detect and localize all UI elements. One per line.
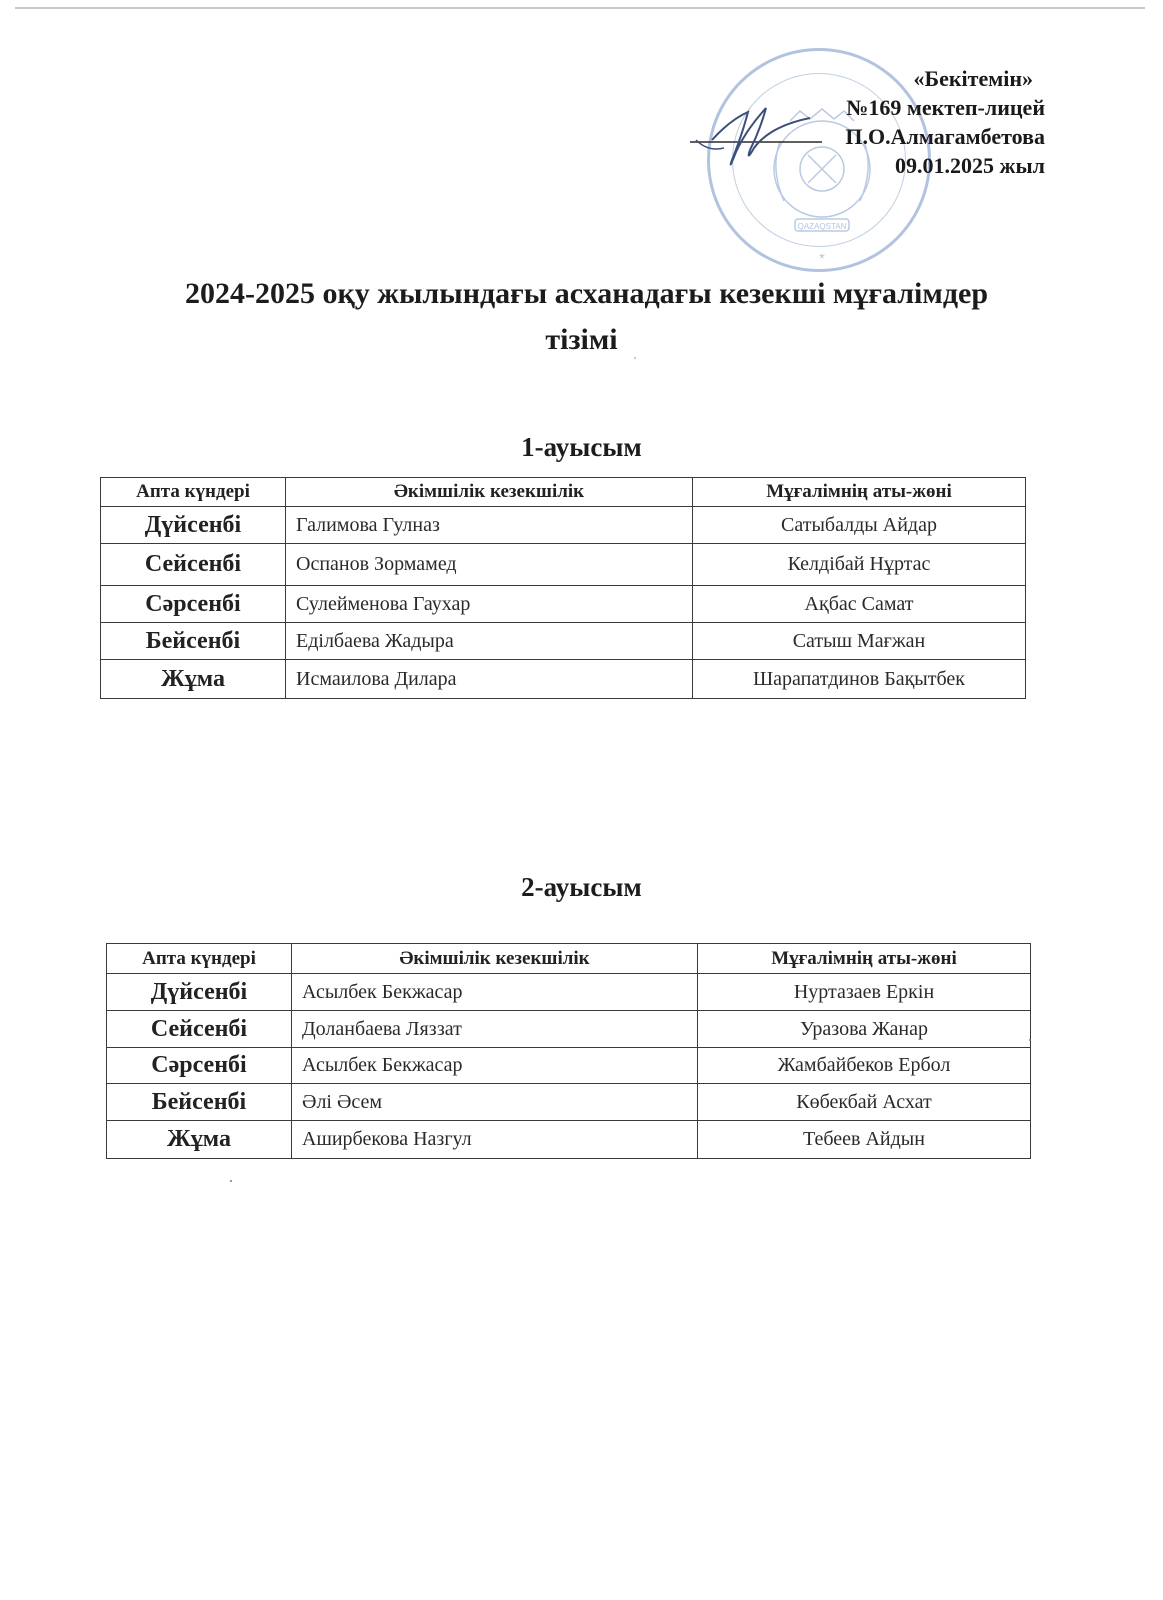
approval-school: №169 мектеп-лицей: [846, 95, 1045, 120]
table-row: [101, 544, 1026, 586]
admin-cell: Сулейменова Гаухар: [286, 586, 693, 623]
teacher-cell: Ақбас Самат: [693, 586, 1026, 623]
svg-text:QAZAQSTAN: QAZAQSTAN: [797, 222, 847, 231]
signature: [690, 100, 830, 180]
teacher-cell: Көбекбай Асхат: [698, 1084, 1031, 1121]
teacher-cell: Нуртазаев Еркін: [698, 974, 1031, 1011]
column-header-admin: Әкімшілік кезекшілік: [286, 478, 693, 507]
shift-1-heading: 1-ауысым: [521, 432, 642, 462]
approval-signatory: П.О.Алмагамбетова: [845, 124, 1045, 149]
column-header-teacher: Мұғалімнің аты-жөні: [693, 478, 1026, 507]
table-header-row: [107, 944, 1031, 974]
shift-1-table: [100, 477, 1026, 699]
approval-date: 09.01.2025 жыл: [895, 153, 1045, 178]
teacher-cell: Тебеев Айдын: [698, 1121, 1031, 1159]
table-row: [101, 623, 1026, 660]
teacher-cell: Жамбайбеков Ербол: [698, 1048, 1031, 1084]
title-line-2: тізімі: [545, 323, 618, 356]
day-cell: Жұма: [101, 660, 286, 699]
day-cell: Сәрсенбі: [107, 1048, 292, 1084]
scan-speck: [634, 357, 636, 359]
teacher-cell: Уразова Жанар: [698, 1011, 1031, 1048]
admin-cell: Аширбекова Назгул: [292, 1121, 698, 1159]
table-row: [107, 1084, 1031, 1121]
teacher-cell: Шарапатдинов Бақытбек: [693, 660, 1026, 699]
table-row: [107, 1121, 1031, 1159]
scan-speck: [1029, 1039, 1031, 1041]
day-cell: Дүйсенбі: [101, 507, 286, 544]
scan-speck: [230, 1180, 232, 1182]
admin-cell: Асылбек Бекжасар: [292, 974, 698, 1011]
admin-cell: Оспанов Зормамед: [286, 544, 693, 586]
table-row: [107, 974, 1031, 1011]
scan-edge-line: [15, 7, 1145, 9]
day-cell: Дүйсенбі: [107, 974, 292, 1011]
table-row: [107, 1048, 1031, 1084]
column-header-admin: Әкімшілік кезекшілік: [292, 944, 698, 974]
table-row: [101, 507, 1026, 544]
approval-block: [845, 64, 1045, 180]
day-cell: Сейсенбі: [101, 544, 286, 586]
day-cell: Сәрсенбі: [101, 586, 286, 623]
teacher-cell: Сатыбалды Айдар: [693, 507, 1026, 544]
shift-2-table: [106, 943, 1031, 1159]
day-cell: Сейсенбі: [107, 1011, 292, 1048]
teacher-cell: Келдібай Нұртас: [693, 544, 1026, 586]
page-title: [0, 271, 1163, 363]
column-header-day: Апта күндері: [101, 478, 286, 507]
admin-cell: Исмаилова Дилара: [286, 660, 693, 699]
day-cell: Бейсенбі: [101, 623, 286, 660]
svg-text:*: *: [819, 250, 825, 266]
title-line-1: 2024-2025 оқу жылындағы асханадағы кезекші мұғалімдер: [184, 277, 988, 310]
column-header-day: Апта күндері: [107, 944, 292, 974]
table-row: [101, 660, 1026, 699]
approval-title: «Бекітемін»: [913, 66, 1033, 91]
teacher-cell: Сатыш Мағжан: [693, 623, 1026, 660]
column-header-teacher: Мұғалімнің аты-жөні: [698, 944, 1031, 974]
admin-cell: Галимова Гулназ: [286, 507, 693, 544]
table-row: [107, 1011, 1031, 1048]
admin-cell: Асылбек Бекжасар: [292, 1048, 698, 1084]
admin-cell: Еділбаева Жадыра: [286, 623, 693, 660]
admin-cell: Доланбаева Ляззат: [292, 1011, 698, 1048]
table-row: [101, 586, 1026, 623]
day-cell: Бейсенбі: [107, 1084, 292, 1121]
admin-cell: Әлі Әсем: [292, 1084, 698, 1121]
table-header-row: [101, 478, 1026, 507]
shift-2-heading: 2-ауысым: [521, 872, 642, 902]
day-cell: Жұма: [107, 1121, 292, 1159]
